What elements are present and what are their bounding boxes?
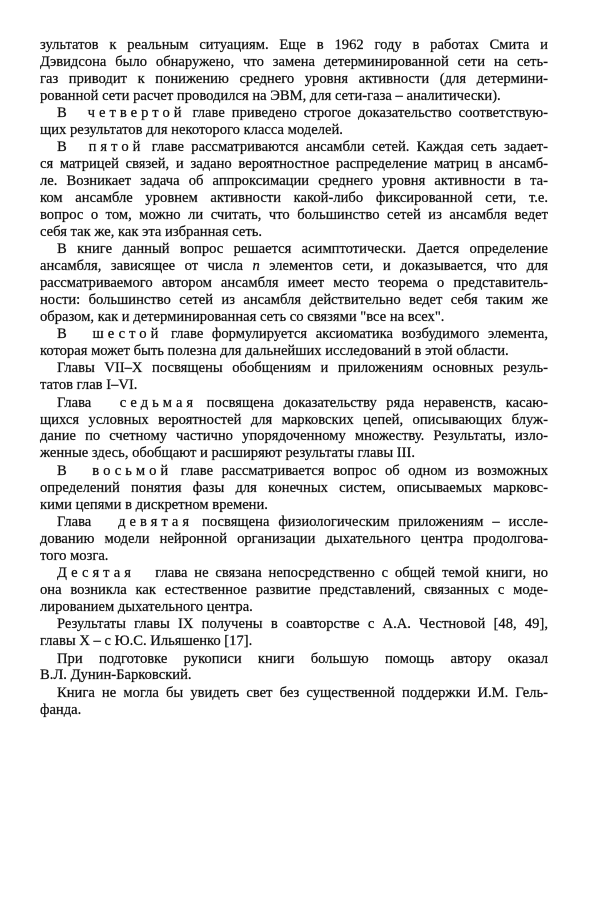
lead-word: В bbox=[57, 462, 67, 479]
text-line: лированием дыхательного центра. bbox=[40, 598, 253, 615]
text-line: того мозга. bbox=[40, 547, 109, 564]
spaced-chapter-word: Десятая bbox=[57, 565, 135, 582]
text-line: В.Л. Дунин-Барковский. bbox=[40, 667, 192, 684]
text-line: главы X – с Ю.С. Ильяшенко [17]. bbox=[40, 633, 253, 650]
lead-word: Глава bbox=[57, 513, 92, 530]
text-line: себя так же, как эта избранная сеть. bbox=[40, 223, 263, 240]
text-line: рованной сети расчет проводился на ЭВМ, для сети-газа – аналитически). bbox=[40, 87, 501, 104]
line-text: глава не связана непосредственно с общей темой книги, но bbox=[155, 565, 548, 582]
text-line: В книге данный вопрос решается асимптотически. Дается определение bbox=[57, 241, 548, 258]
text-line: ся матрицей связей, и задано вероятностное распределение матриц в ансамб- bbox=[40, 156, 548, 173]
spaced-chapter-word: пятой bbox=[88, 139, 145, 156]
spaced-chapter-word: седьмая bbox=[119, 394, 198, 411]
text-line: Главы VII–X посвящены обобщениям и приложениям основных резуль- bbox=[57, 360, 548, 377]
line-text: посвящена физиологическим приложениям – иссле- bbox=[202, 513, 548, 530]
math-symbol-n: n bbox=[252, 258, 260, 275]
line-text: главе рассматриваются ансамбли сетей. Каждая сеть задает- bbox=[151, 139, 549, 156]
spaced-chapter-word: шестой bbox=[92, 326, 163, 343]
paragraph-asymptotic bbox=[40, 241, 548, 325]
text-line: щих результатов для некоторого класса моделей. bbox=[40, 121, 343, 138]
text-line bbox=[40, 105, 548, 122]
text-line: она возникла как естественное развитие представлений, связанных с моде- bbox=[40, 582, 548, 598]
line-text: главе рассматривается вопрос об одном из возможных bbox=[180, 462, 548, 479]
line-text: главе приведено строгое доказательство соответствую- bbox=[192, 105, 549, 122]
text-line: Книга не могла бы увидеть свет без существенной поддержки И.М. Гель- bbox=[57, 684, 548, 701]
text-line bbox=[40, 565, 548, 582]
lead-word: В bbox=[57, 105, 67, 122]
text-line bbox=[40, 139, 548, 156]
line-text: элементов сети, и доказывается, что для bbox=[269, 258, 548, 275]
paragraph-continuation bbox=[40, 37, 548, 105]
paragraph-chapter-8 bbox=[40, 463, 548, 514]
paragraph-chapter-10 bbox=[40, 565, 548, 616]
paragraph-chapters-7-10 bbox=[40, 360, 548, 394]
text-line bbox=[40, 326, 548, 343]
line-text: ансамбля, зависящее от числа bbox=[40, 258, 243, 275]
text-line: татов глав I–VI. bbox=[40, 377, 138, 394]
lead-word: Глава bbox=[57, 394, 92, 411]
text-line: образом, как и детерминированная сеть со связями "все на всех". bbox=[40, 308, 445, 325]
paragraph-acknowledgement-2 bbox=[40, 685, 548, 719]
line-text: посвящена доказательству ряда неравенств, касаю- bbox=[206, 394, 548, 411]
lead-word: В bbox=[57, 139, 67, 156]
paragraph-coauthors bbox=[40, 616, 548, 650]
text-line: При подготовке рукописи книги большую помощь автору оказал bbox=[57, 650, 548, 667]
paragraph-acknowledgement-1 bbox=[40, 651, 548, 685]
paragraph-chapter-7 bbox=[40, 395, 548, 463]
paragraph-chapter-9 bbox=[40, 514, 548, 565]
text-line: щихся условных вероятностей для марковских цепей, описывающих блуж- bbox=[40, 411, 548, 428]
lead-word: В bbox=[57, 326, 67, 343]
paragraph-chapter-5 bbox=[40, 139, 548, 240]
line-text: главе формулируется аксиоматика возбудимого элемента, bbox=[171, 326, 548, 343]
text-line: зультатов к реальным ситуациям. Еще в 1962 году в работах Смита и bbox=[40, 37, 548, 53]
text-line: рассматриваемого автором ансамбля имеет место теорема о представитель- bbox=[40, 274, 548, 291]
paragraph-chapter-4 bbox=[40, 105, 548, 139]
text-line: определений понятия фазы для конечных систем, описываемых марковс- bbox=[40, 479, 548, 496]
text-line bbox=[40, 395, 548, 412]
text-line: кими цепями в дискретном времени. bbox=[40, 496, 268, 513]
spaced-chapter-word: восьмой bbox=[92, 462, 173, 479]
text-line bbox=[40, 514, 548, 531]
text-line: дованию модели нейронной организации дыхательного центра продолгова- bbox=[40, 530, 548, 547]
text-line: вопрос о том, можно ли считать, что большинство сетей из ансамбля ведет bbox=[40, 206, 548, 223]
spaced-chapter-word: девятая bbox=[118, 513, 194, 530]
text-line: Дэвидсона было обнаружено, что замена детерминированной сети на сеть- bbox=[40, 53, 548, 70]
text-line: женные здесь, обобщают и расширяют результаты главы III. bbox=[40, 445, 416, 462]
text-line: газ приводит к понижению среднего уровня активности (для детермини- bbox=[40, 70, 548, 87]
text-line bbox=[40, 463, 548, 480]
document-page bbox=[40, 37, 548, 719]
paragraph-chapter-6 bbox=[40, 326, 548, 360]
text-line: ности: большинство сетей из ансамбля действительно ведет себя таким же bbox=[40, 291, 548, 308]
text-line: которая может быть полезна для дальнейших исследований в этой области. bbox=[40, 343, 509, 360]
text-line: дание по счетному частично упорядоченному множеству. Результаты, изло- bbox=[40, 428, 548, 445]
text-line: фанда. bbox=[40, 701, 82, 718]
spaced-chapter-word: четвертой bbox=[87, 105, 186, 122]
text-line: Результаты главы IX получены в соавторстве с А.А. Честновой [48, 49], bbox=[57, 616, 548, 633]
text-line: ком ансамбле уровнем активности какой-либо фиксированной сети, т.е. bbox=[40, 190, 548, 207]
text-line bbox=[40, 258, 548, 275]
text-line: ле. Возникает задача об аппроксимации среднего уровня активности в та- bbox=[40, 173, 548, 190]
